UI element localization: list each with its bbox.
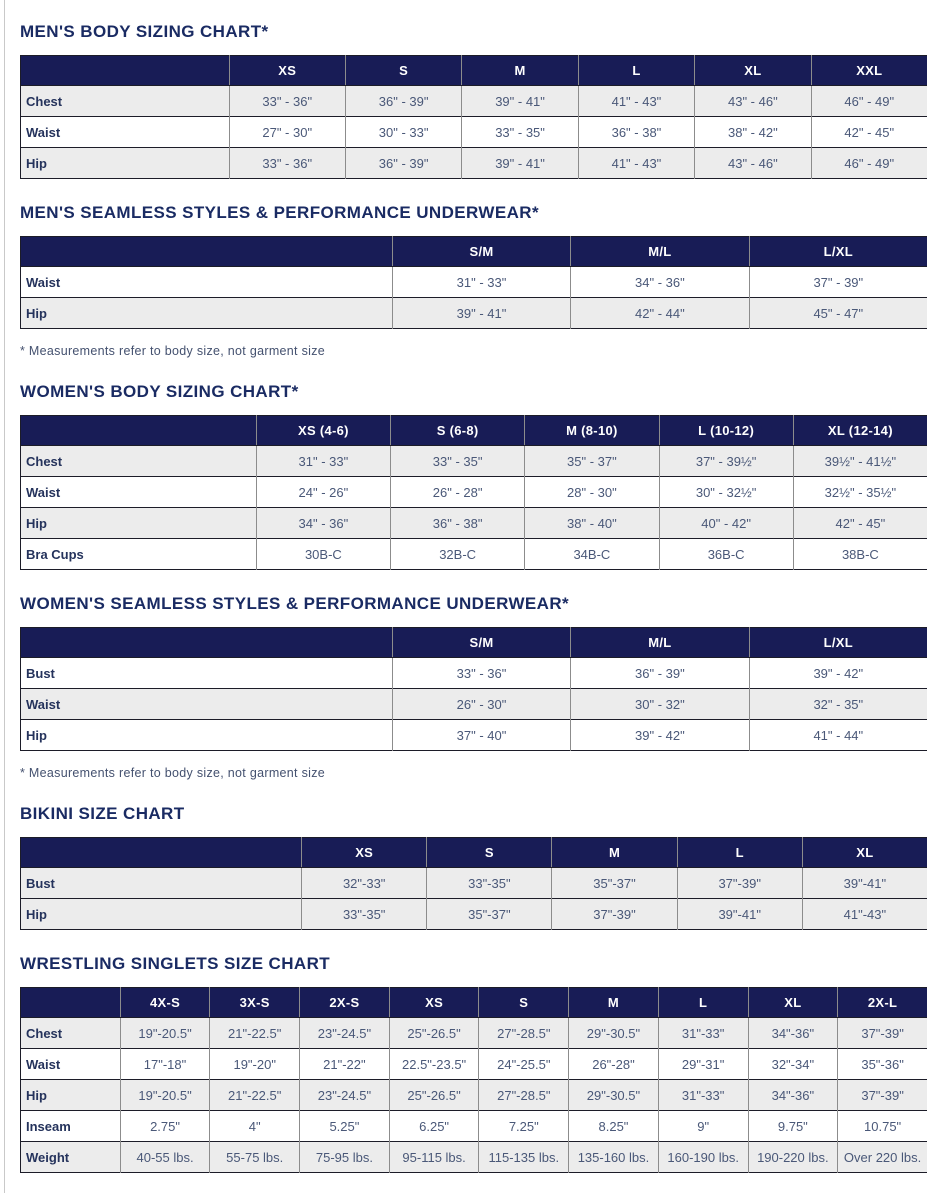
size-value-cell: 19"-20.5"	[120, 1018, 210, 1049]
size-value-cell: 35"-37"	[552, 868, 677, 899]
size-value-cell: 190-220 lbs.	[748, 1142, 838, 1173]
row-label: Inseam	[21, 1111, 121, 1142]
measurement-note: * Measurements refer to body size, not garment size	[20, 344, 927, 358]
table-row	[21, 720, 927, 751]
size-value-cell: 24" - 26"	[256, 477, 390, 508]
size-value-cell: 36" - 38"	[391, 508, 525, 539]
section-mens-seamless	[20, 203, 927, 358]
size-value-cell: 95-115 lbs.	[389, 1142, 479, 1173]
size-value-cell: 29"-30.5"	[569, 1018, 659, 1049]
size-value-cell: 39"-41"	[677, 899, 802, 930]
column-header: L	[677, 838, 802, 868]
size-value-cell: 2.75"	[120, 1111, 210, 1142]
section-title-womens-body: WOMEN'S BODY SIZING CHART*	[20, 382, 927, 402]
size-value-cell: 39" - 41"	[462, 86, 578, 117]
size-value-cell: 29"-31"	[658, 1049, 748, 1080]
row-label: Weight	[21, 1142, 121, 1173]
size-value-cell: 39" - 42"	[749, 658, 927, 689]
column-header: M	[569, 988, 659, 1018]
column-header: XS	[302, 838, 427, 868]
size-value-cell: 37" - 39½"	[659, 446, 793, 477]
table-row	[21, 298, 927, 329]
table-row	[21, 1049, 927, 1080]
row-label: Waist	[21, 689, 393, 720]
size-value-cell: 37" - 40"	[392, 720, 570, 751]
size-value-cell: 29"-30.5"	[569, 1080, 659, 1111]
size-value-cell: 39" - 41"	[392, 298, 570, 329]
table-row	[21, 508, 927, 539]
column-header: S (6-8)	[391, 416, 525, 446]
size-value-cell: 27"-28.5"	[479, 1018, 569, 1049]
size-value-cell: 34" - 36"	[571, 267, 749, 298]
row-label: Waist	[21, 1049, 121, 1080]
size-value-cell: 28" - 30"	[525, 477, 659, 508]
column-header: 2X-L	[838, 988, 927, 1018]
size-value-cell: 38B-C	[793, 539, 927, 570]
row-label: Chest	[21, 86, 230, 117]
size-value-cell: 21"-22.5"	[210, 1080, 300, 1111]
table-row	[21, 1080, 927, 1111]
section-title-mens-seamless: MEN'S SEAMLESS STYLES & PERFORMANCE UNDERWEAR*	[20, 203, 927, 223]
size-value-cell: 7.25"	[479, 1111, 569, 1142]
row-label: Bust	[21, 868, 302, 899]
section-wrestling-singlets	[20, 954, 927, 1173]
column-header: XL (12-14)	[793, 416, 927, 446]
size-value-cell: 17"-18"	[120, 1049, 210, 1080]
size-value-cell: 30" - 33"	[345, 117, 461, 148]
column-header: M	[462, 56, 578, 86]
size-value-cell: 39½" - 41½"	[793, 446, 927, 477]
size-value-cell: 46" - 49"	[811, 86, 927, 117]
size-value-cell: 37" - 39"	[749, 267, 927, 298]
size-value-cell: 115-135 lbs.	[479, 1142, 569, 1173]
column-header: M	[552, 838, 677, 868]
size-value-cell: 39"-41"	[802, 868, 927, 899]
column-header: S	[479, 988, 569, 1018]
size-value-cell: 39" - 41"	[462, 148, 578, 179]
size-chart-page	[4, 0, 927, 1193]
size-value-cell: 21"-22"	[300, 1049, 390, 1080]
size-value-cell: 37"-39"	[677, 868, 802, 899]
row-label: Chest	[21, 1018, 121, 1049]
section-womens-seamless	[20, 594, 927, 780]
size-value-cell: 36" - 38"	[578, 117, 694, 148]
header-row	[21, 416, 927, 446]
size-value-cell: 135-160 lbs.	[569, 1142, 659, 1173]
size-value-cell: 31" - 33"	[392, 267, 570, 298]
size-value-cell: 19"-20"	[210, 1049, 300, 1080]
table-row	[21, 1018, 927, 1049]
header-row	[21, 237, 927, 267]
table-row	[21, 148, 927, 179]
table-row	[21, 1111, 927, 1142]
size-value-cell: 33"-35"	[302, 899, 427, 930]
size-value-cell: 33" - 35"	[391, 446, 525, 477]
corner-cell	[21, 838, 302, 868]
size-value-cell: 43" - 46"	[695, 148, 811, 179]
column-header: S/M	[392, 237, 570, 267]
size-value-cell: 33"-35"	[427, 868, 552, 899]
size-value-cell: 5.25"	[300, 1111, 390, 1142]
size-value-cell: 31"-33"	[658, 1018, 748, 1049]
table-row	[21, 117, 927, 148]
size-value-cell: 32"-33"	[302, 868, 427, 899]
table-row	[21, 446, 927, 477]
wrestling-singlets-table	[20, 987, 927, 1173]
column-header: S	[427, 838, 552, 868]
table-row	[21, 689, 927, 720]
size-value-cell: 27" - 30"	[229, 117, 345, 148]
row-label: Hip	[21, 899, 302, 930]
column-header: S/M	[392, 628, 570, 658]
size-value-cell: 22.5"-23.5"	[389, 1049, 479, 1080]
size-value-cell: 23"-24.5"	[300, 1080, 390, 1111]
table-row	[21, 477, 927, 508]
size-value-cell: 41"-43"	[802, 899, 927, 930]
row-label: Hip	[21, 720, 393, 751]
size-value-cell: 37"-39"	[838, 1080, 927, 1111]
size-value-cell: 32"-34"	[748, 1049, 838, 1080]
section-mens-body-sizing	[20, 22, 927, 179]
size-value-cell: 36" - 39"	[345, 86, 461, 117]
section-title-womens-seamless: WOMEN'S SEAMLESS STYLES & PERFORMANCE UNDERWEAR*	[20, 594, 927, 614]
table-row	[21, 899, 927, 930]
size-value-cell: 8.25"	[569, 1111, 659, 1142]
corner-cell	[21, 416, 257, 446]
size-value-cell: 25"-26.5"	[389, 1080, 479, 1111]
row-label: Bra Cups	[21, 539, 257, 570]
size-value-cell: 9.75"	[748, 1111, 838, 1142]
size-value-cell: 31"-33"	[658, 1080, 748, 1111]
size-value-cell: 40-55 lbs.	[120, 1142, 210, 1173]
table-row	[21, 1142, 927, 1173]
corner-cell	[21, 237, 393, 267]
size-value-cell: 34B-C	[525, 539, 659, 570]
size-value-cell: 46" - 49"	[811, 148, 927, 179]
size-value-cell: Over 220 lbs.	[838, 1142, 927, 1173]
column-header: 4X-S	[120, 988, 210, 1018]
size-value-cell: 33" - 36"	[229, 148, 345, 179]
column-header: L	[578, 56, 694, 86]
size-value-cell: 41" - 43"	[578, 86, 694, 117]
size-value-cell: 38" - 42"	[695, 117, 811, 148]
size-value-cell: 24"-25.5"	[479, 1049, 569, 1080]
size-value-cell: 34"-36"	[748, 1018, 838, 1049]
column-header: L/XL	[749, 628, 927, 658]
column-header: 2X-S	[300, 988, 390, 1018]
column-header: XL	[748, 988, 838, 1018]
size-value-cell: 23"-24.5"	[300, 1018, 390, 1049]
section-womens-body-sizing	[20, 382, 927, 570]
size-value-cell: 40" - 42"	[659, 508, 793, 539]
size-value-cell: 9"	[658, 1111, 748, 1142]
table-row	[21, 267, 927, 298]
size-value-cell: 6.25"	[389, 1111, 479, 1142]
bikini-size-table	[20, 837, 927, 930]
row-label: Chest	[21, 446, 257, 477]
row-label: Hip	[21, 298, 393, 329]
column-header: L (10-12)	[659, 416, 793, 446]
size-value-cell: 160-190 lbs.	[658, 1142, 748, 1173]
size-value-cell: 31" - 33"	[256, 446, 390, 477]
size-value-cell: 42" - 45"	[811, 117, 927, 148]
size-value-cell: 26"-28"	[569, 1049, 659, 1080]
size-value-cell: 4"	[210, 1111, 300, 1142]
section-title-wrestling: WRESTLING SINGLETS SIZE CHART	[20, 954, 927, 974]
column-header: L	[658, 988, 748, 1018]
table-row	[21, 539, 927, 570]
size-value-cell: 33" - 36"	[229, 86, 345, 117]
size-value-cell: 41" - 44"	[749, 720, 927, 751]
row-label: Hip	[21, 1080, 121, 1111]
header-row	[21, 628, 927, 658]
size-value-cell: 30" - 32"	[571, 689, 749, 720]
size-value-cell: 33" - 36"	[392, 658, 570, 689]
size-value-cell: 25"-26.5"	[389, 1018, 479, 1049]
size-value-cell: 30B-C	[256, 539, 390, 570]
row-label: Waist	[21, 477, 257, 508]
size-value-cell: 10.75"	[838, 1111, 927, 1142]
size-value-cell: 42" - 44"	[571, 298, 749, 329]
column-header: M (8-10)	[525, 416, 659, 446]
size-value-cell: 34"-36"	[748, 1080, 838, 1111]
section-title-mens-body: MEN'S BODY SIZING CHART*	[20, 22, 927, 42]
size-value-cell: 45" - 47"	[749, 298, 927, 329]
size-value-cell: 26" - 30"	[392, 689, 570, 720]
size-value-cell: 34" - 36"	[256, 508, 390, 539]
size-value-cell: 30" - 32½"	[659, 477, 793, 508]
section-bikini	[20, 804, 927, 930]
column-header: XS	[229, 56, 345, 86]
column-header: XS	[389, 988, 479, 1018]
column-header: XS (4-6)	[256, 416, 390, 446]
column-header: XL	[802, 838, 927, 868]
size-value-cell: 36" - 39"	[571, 658, 749, 689]
row-label: Hip	[21, 508, 257, 539]
column-header: 3X-S	[210, 988, 300, 1018]
womens-body-sizing-table	[20, 415, 927, 570]
size-value-cell: 41" - 43"	[578, 148, 694, 179]
column-header: XXL	[811, 56, 927, 86]
mens-seamless-table	[20, 236, 927, 329]
size-value-cell: 32½" - 35½"	[793, 477, 927, 508]
size-value-cell: 33" - 35"	[462, 117, 578, 148]
size-value-cell: 21"-22.5"	[210, 1018, 300, 1049]
size-value-cell: 26" - 28"	[391, 477, 525, 508]
row-label: Bust	[21, 658, 393, 689]
column-header: L/XL	[749, 237, 927, 267]
size-value-cell: 32B-C	[391, 539, 525, 570]
size-value-cell: 35"-37"	[427, 899, 552, 930]
size-value-cell: 36" - 39"	[345, 148, 461, 179]
size-value-cell: 75-95 lbs.	[300, 1142, 390, 1173]
header-row	[21, 988, 927, 1018]
size-value-cell: 35"-36"	[838, 1049, 927, 1080]
mens-body-sizing-table	[20, 55, 927, 179]
size-value-cell: 32" - 35"	[749, 689, 927, 720]
measurement-note: * Measurements refer to body size, not garment size	[20, 766, 927, 780]
corner-cell	[21, 988, 121, 1018]
corner-cell	[21, 56, 230, 86]
size-value-cell: 39" - 42"	[571, 720, 749, 751]
size-value-cell: 37"-39"	[552, 899, 677, 930]
size-value-cell: 42" - 45"	[793, 508, 927, 539]
size-value-cell: 27"-28.5"	[479, 1080, 569, 1111]
row-label: Waist	[21, 117, 230, 148]
column-header: S	[345, 56, 461, 86]
womens-seamless-table	[20, 627, 927, 751]
header-row	[21, 56, 927, 86]
table-row	[21, 868, 927, 899]
row-label: Hip	[21, 148, 230, 179]
size-value-cell: 35" - 37"	[525, 446, 659, 477]
table-row	[21, 86, 927, 117]
column-header: XL	[695, 56, 811, 86]
size-value-cell: 37"-39"	[838, 1018, 927, 1049]
column-header: M/L	[571, 628, 749, 658]
row-label: Waist	[21, 267, 393, 298]
size-value-cell: 19"-20.5"	[120, 1080, 210, 1111]
size-value-cell: 43" - 46"	[695, 86, 811, 117]
corner-cell	[21, 628, 393, 658]
header-row	[21, 838, 927, 868]
size-value-cell: 55-75 lbs.	[210, 1142, 300, 1173]
size-value-cell: 36B-C	[659, 539, 793, 570]
size-value-cell: 38" - 40"	[525, 508, 659, 539]
table-row	[21, 658, 927, 689]
column-header: M/L	[571, 237, 749, 267]
section-title-bikini: BIKINI SIZE CHART	[20, 804, 927, 824]
